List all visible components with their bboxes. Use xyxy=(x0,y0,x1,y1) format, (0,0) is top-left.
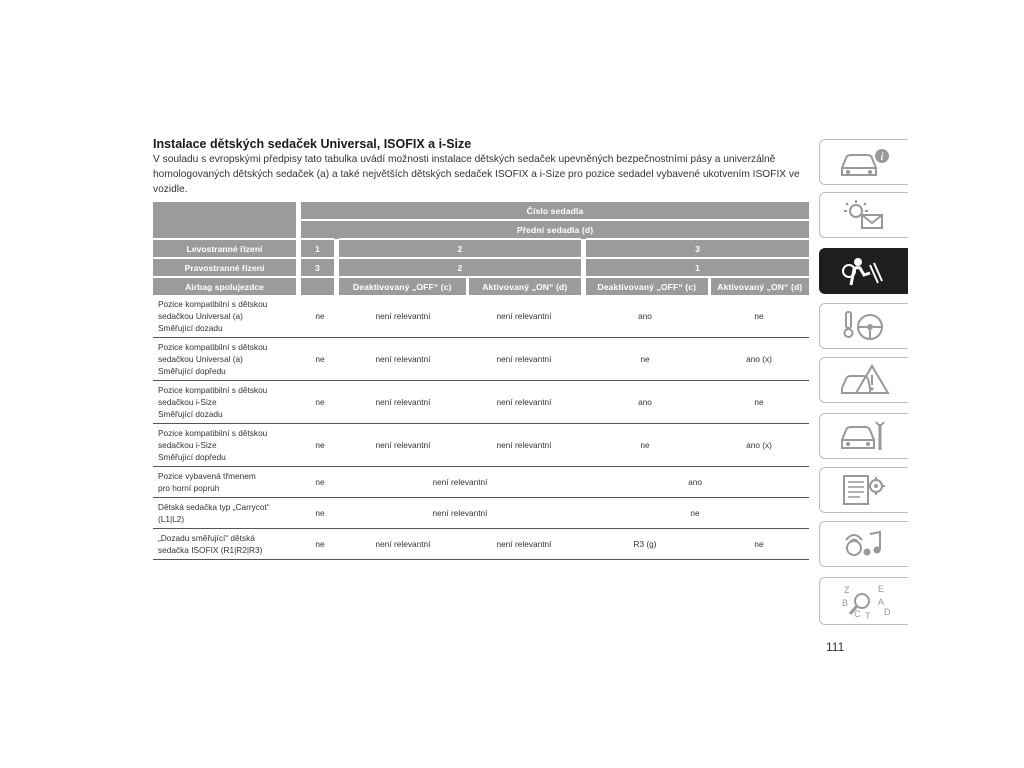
airbag-state: Aktivovaný „ON“ (d) xyxy=(467,277,581,295)
nav-tab-car-info[interactable] xyxy=(819,139,908,185)
emergency-icon xyxy=(834,362,894,398)
index-icon xyxy=(834,581,894,621)
cell: ano (x) xyxy=(709,338,809,381)
seat-value: 1 xyxy=(586,258,809,277)
cell: ano (x) xyxy=(709,424,809,467)
svg-text:A: A xyxy=(878,597,885,607)
seat-value: 3 xyxy=(586,239,809,258)
section-title: Instalace dětských sedaček Universal, ISOFIX a i-Size xyxy=(153,137,472,151)
left-hand-label: Levostranné řízení xyxy=(153,239,296,258)
header-row-seat-number xyxy=(153,202,809,220)
seat-value: 2 xyxy=(339,258,581,277)
cell: není relevantní xyxy=(467,381,581,424)
cell: není relevantní xyxy=(467,529,581,560)
table-row xyxy=(153,467,809,498)
seat-value: 1 xyxy=(301,239,334,258)
airbag-state: Aktivovaný „ON“ (d) xyxy=(709,277,809,295)
isofix-table xyxy=(153,202,809,560)
row-label: Dětská sedačka typ „Carrycot“ (L1|L2) xyxy=(153,498,301,529)
row-right-hand-drive xyxy=(153,258,809,277)
airbag-state: Deaktivovaný „OFF“ (c) xyxy=(339,277,467,295)
seat-value: 3 xyxy=(301,258,334,277)
table-row xyxy=(153,424,809,467)
technical-data-icon xyxy=(834,472,894,508)
svg-text:T: T xyxy=(865,611,871,621)
cell: R3 (g) xyxy=(581,529,709,560)
header-seat-number: Číslo sedadla xyxy=(301,202,809,220)
row-label: „Dozadu směřující“ dětská sedačka ISOFIX (R1|R2|R3) xyxy=(153,529,301,560)
seat-value: 2 xyxy=(339,239,581,258)
svg-text:D: D xyxy=(884,607,891,617)
nav-tab-warning-lights[interactable] xyxy=(819,192,908,238)
header-front-seat: Přední sedadla (d) xyxy=(301,220,809,239)
airbag-label: Airbag spolujezdce xyxy=(153,277,296,295)
cell: ano xyxy=(581,467,809,498)
nav-tab-maintenance[interactable] xyxy=(819,413,908,459)
cell: ne xyxy=(301,295,339,338)
cell: není relevantní xyxy=(339,467,581,498)
row-label: Pozice kompatibilní s dětskou sedačkou Universal (a) Směřující dopředu xyxy=(153,338,301,381)
section-intro: V souladu s evropskými předpisy tato tabulka uvádí možnosti instalace dětských sedaček upevněných bezpečnostními pásy a univerzálně homologovaných dětských sedaček (a) a také největších dětských sedaček ISOFIX a i-Size pro pozice sedadel vybavené ukotvením ISOFIX ve vozidle. xyxy=(153,154,800,195)
cell: ano xyxy=(581,295,709,338)
table-row xyxy=(153,295,809,338)
cell: ne xyxy=(301,424,339,467)
nav-tab-multimedia[interactable] xyxy=(819,521,908,567)
row-label: Pozice vybavená třmenem pro horní popruh xyxy=(153,467,301,498)
cell: není relevantní xyxy=(339,295,467,338)
svg-text:Z: Z xyxy=(844,585,850,595)
warning-lights-icon xyxy=(834,197,894,233)
row-label: Pozice kompatibilní s dětskou sedačkou i-Size Směřující dozadu xyxy=(153,381,301,424)
cell: ano xyxy=(581,381,709,424)
right-hand-label: Pravostranné řízení xyxy=(153,258,296,277)
cell: není relevantní xyxy=(339,381,467,424)
row-left-hand-drive xyxy=(153,239,809,258)
page-number: 111 xyxy=(826,640,845,654)
cell: není relevantní xyxy=(467,424,581,467)
svg-text:E: E xyxy=(878,584,885,594)
cell: ne xyxy=(301,338,339,381)
cell: ne xyxy=(301,381,339,424)
cell: ne xyxy=(709,529,809,560)
maintenance-icon xyxy=(834,418,894,454)
cell: ne xyxy=(301,498,339,529)
table-row xyxy=(153,338,809,381)
cell: ne xyxy=(301,529,339,560)
cell: ne xyxy=(709,381,809,424)
airbag-state: Deaktivovaný „OFF“ (c) xyxy=(586,277,709,295)
nav-tab-safety[interactable] xyxy=(819,248,908,294)
cell: není relevantní xyxy=(467,338,581,381)
nav-tab-emergency[interactable] xyxy=(819,357,908,403)
multimedia-icon xyxy=(834,526,894,562)
table-row xyxy=(153,498,809,529)
cell: není relevantní xyxy=(339,498,581,529)
cell: ne xyxy=(709,295,809,338)
nav-tab-index[interactable] xyxy=(819,577,908,625)
cell: není relevantní xyxy=(339,424,467,467)
cell: není relevantní xyxy=(339,338,467,381)
svg-text:C: C xyxy=(854,609,861,619)
table-row xyxy=(153,529,809,560)
safety-airbag-icon xyxy=(834,253,894,289)
row-airbag xyxy=(153,277,809,295)
svg-text:i: i xyxy=(880,152,884,163)
nav-tab-driving[interactable] xyxy=(819,303,908,349)
cell: ne xyxy=(581,338,709,381)
row-label: Pozice kompatibilní s dětskou sedačkou Universal (a) Směřující dozadu xyxy=(153,295,301,338)
car-info-icon xyxy=(834,144,894,180)
steering-wheel-icon xyxy=(834,308,894,344)
header-corner xyxy=(153,202,296,239)
cell: ne xyxy=(581,498,809,529)
airbag-blank xyxy=(301,277,334,295)
svg-text:B: B xyxy=(842,598,849,608)
cell: není relevantní xyxy=(339,529,467,560)
cell: není relevantní xyxy=(467,295,581,338)
row-label: Pozice kompatibilní s dětskou sedačkou i-Size Směřující dopředu xyxy=(153,424,301,467)
cell: ne xyxy=(581,424,709,467)
table-row xyxy=(153,381,809,424)
cell: ne xyxy=(301,467,339,498)
nav-tab-technical-data[interactable] xyxy=(819,467,908,513)
